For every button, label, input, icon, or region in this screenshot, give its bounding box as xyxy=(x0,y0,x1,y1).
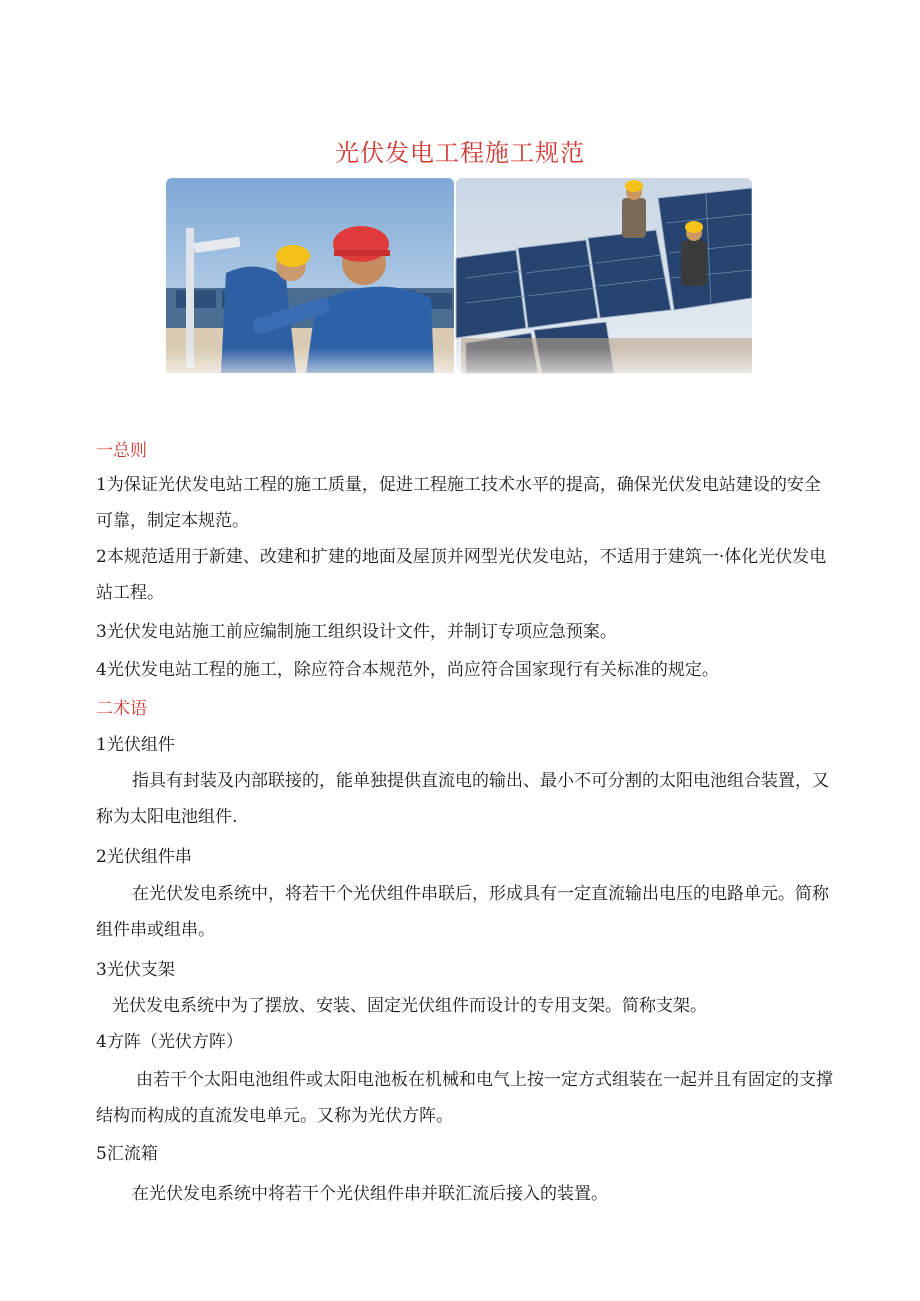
banner-image xyxy=(166,178,752,390)
workers-installing-mount-photo xyxy=(166,178,454,373)
term-name: 2光伏组件串 xyxy=(96,847,192,867)
term-definition: 指具有封装及内部联接的，能单独提供直流电的输出、最小不可分割的太阳电池组合装置，又称为太阳电池组件. xyxy=(96,771,829,827)
term-name: 3光伏支架 xyxy=(96,960,175,980)
document-title: 光伏发电工程施工规范 xyxy=(335,139,585,167)
term-definition: 在光伏发电系统中，将若干个光伏组件串联后，形成具有一定直流输出电压的电路单元。简称组件串或组串。 xyxy=(96,884,829,940)
section-heading-terms: 二术语 xyxy=(96,699,147,719)
paragraph: 2本规范适用于新建、改建和扩建的地面及屋顶并网型光伏发电站，不适用于建筑一·体化光伏发电站工程。 xyxy=(96,547,827,603)
term-name: 1光伏组件 xyxy=(96,735,175,755)
term-definition: 光伏发电系统中为了摆放、安装、固定光伏组件而设计的专用支架。简称支架。 xyxy=(112,996,707,1016)
term-definition: 由若干个太阳电池组件或太阳电池板在机械和电气上按一定方式组装在一起并且有固定的支撑结构而构成的直流发电单元。又称为光伏方阵。 xyxy=(96,1070,833,1126)
paragraph: 4光伏发电站工程的施工，除应符合本规范外，尚应符合国家现行有关标准的规定。 xyxy=(96,660,719,680)
term-name: 4方阵（光伏方阵） xyxy=(96,1032,243,1052)
term-name: 5汇流箱 xyxy=(96,1144,158,1164)
workers-on-solar-panels-photo xyxy=(456,178,752,373)
term-definition: 在光伏发电系统中将若干个光伏组件串并联汇流后接入的装置。 xyxy=(132,1184,608,1204)
paragraph: 3光伏发电站施工前应编制施工组织设计文件，并制订专项应急预案。 xyxy=(96,622,617,642)
section-heading-general: 一总则 xyxy=(96,441,147,461)
paragraph: 1为保证光伏发电站工程的施工质量，促进工程施工技术水平的提高，确保光伏发电站建设的安全可靠，制定本规范。 xyxy=(96,475,821,531)
